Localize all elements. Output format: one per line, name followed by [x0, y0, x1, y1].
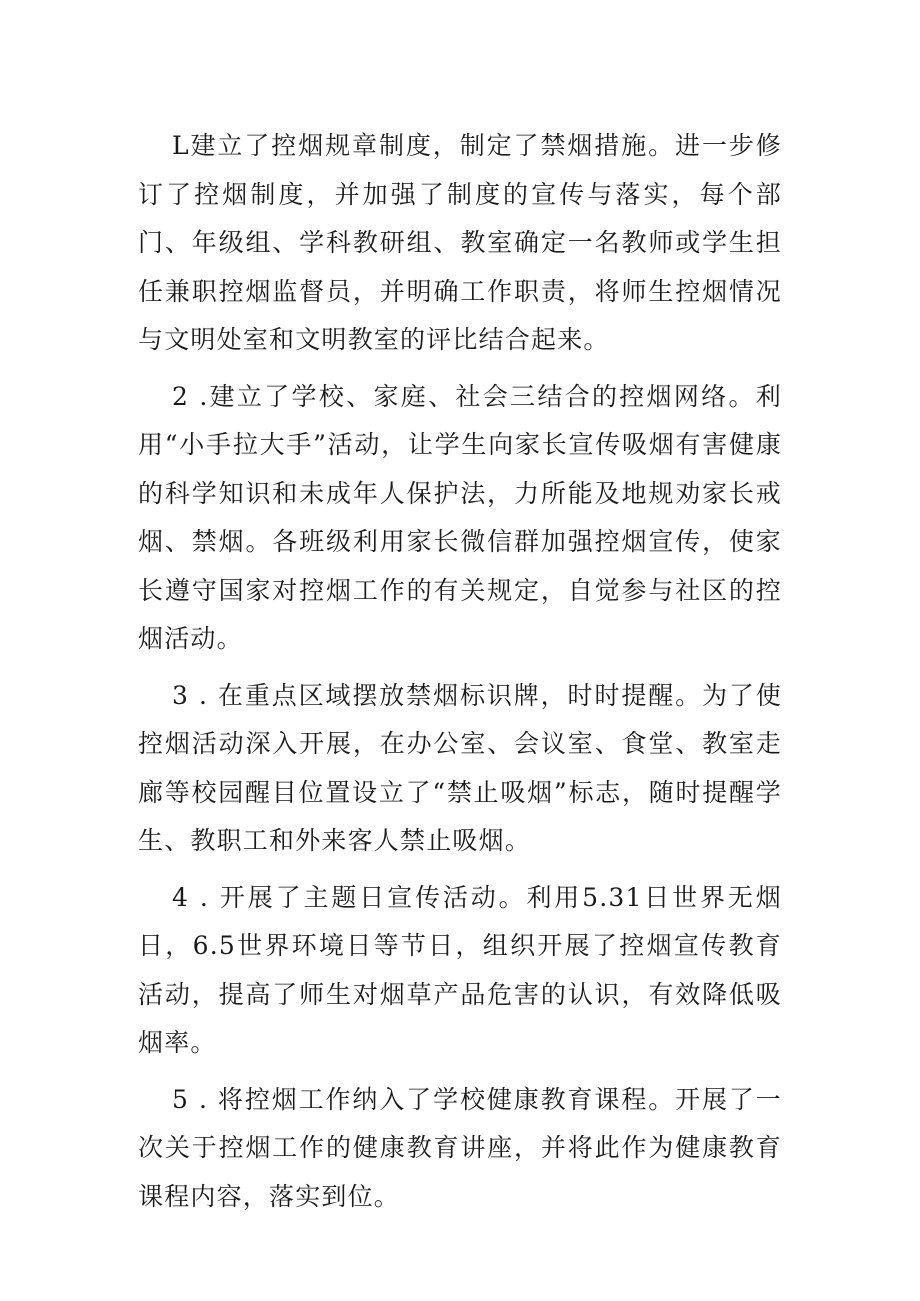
paragraph-2: 2 .建立了学校、家庭、社会三结合的控烟网络。利用“小手拉大手”活动，让学生向家长宣传吸烟有害健康的科学知识和未成年人保护法，力所能及地规劝家长戒烟、禁烟。各班级利用家长微信群加强控烟宣传，使家长遵守国家对控烟工作的有关规定，自觉参与社区的控烟活动。: [138, 381, 782, 653]
paragraph-5: 5 . 将控烟工作纳入了学校健康教育课程。开展了一次关于控烟工作的健康教育讲座，并将此作为健康教育课程内容，落实到位。: [138, 1084, 782, 1211]
document-body: [138, 122, 782, 1229]
paragraph-3: 3 . 在重点区域摆放禁烟标识牌，时时提醒。为了使控烟活动深入开展，在办公室、会议室、食堂、教室走廊等校园醒目位置设立了“禁止吸烟”标志，随时提醒学生、教职工和外来客人禁止吸烟。: [138, 680, 782, 855]
paragraph-4: 4 . 开展了主题日宣传活动。利用5.31日世界无烟日，6.5世界环境日等节日，组织开展了控烟宣传教育活动，提高了师生对烟草产品危害的认识，有效降低吸烟率。: [138, 882, 782, 1057]
paragraph-1: L建立了控烟规章制度，制定了禁烟措施。进一步修订了控烟制度，并加强了制度的宣传与落实，每个部门、年级组、学科教研组、教室确定一名教师或学生担任兼职控烟监督员，并明确工作职责，将师生控烟情况与文明处室和文明教室的评比结合起来。: [138, 131, 782, 354]
